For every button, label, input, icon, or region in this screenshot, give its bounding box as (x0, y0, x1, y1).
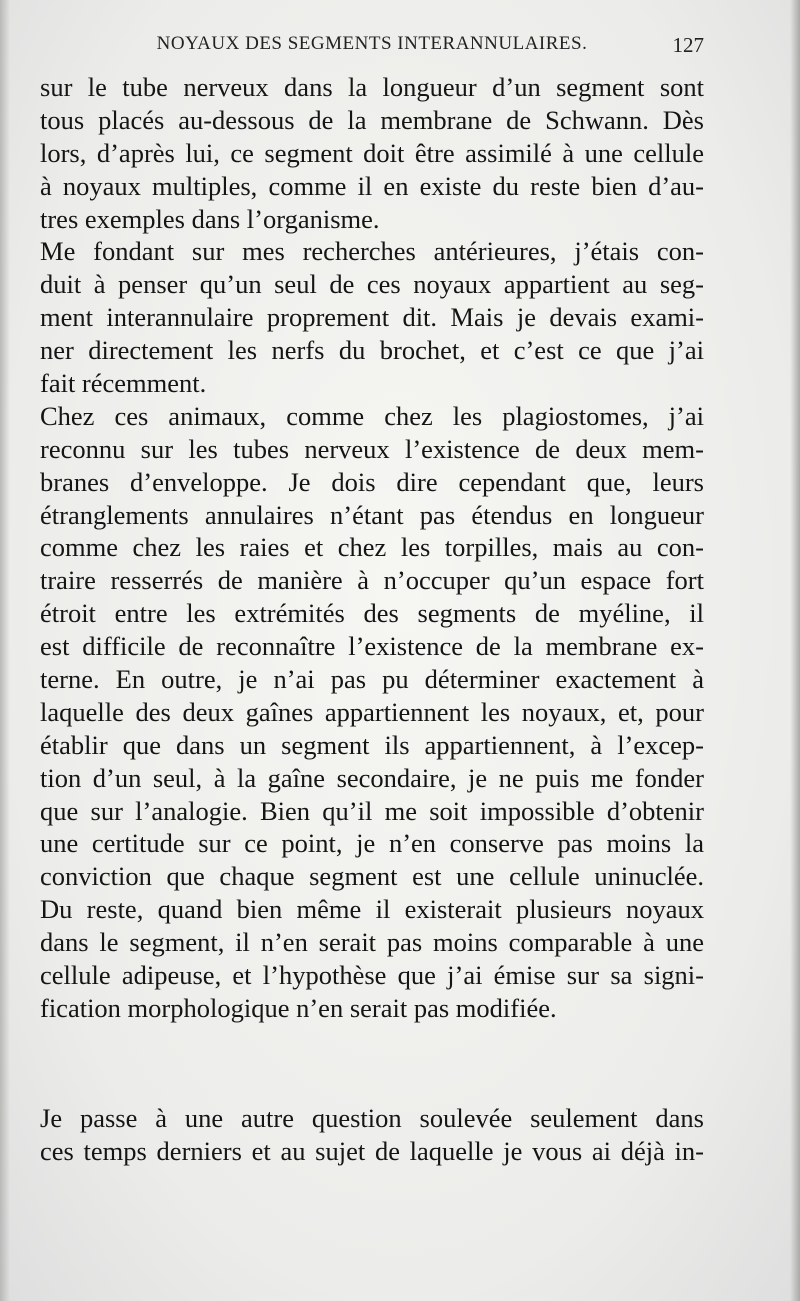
text-line: tres exemples dans l’organisme. (40, 203, 380, 234)
text-line: tion d’un seul, à la gaîne secondaire, je ne puis me fonder (40, 762, 704, 793)
text-line: étroit entre les extrémités des segments de myéline, il (40, 598, 704, 629)
text-line: est difficile de reconnaître l’existence de la membrane ex- (40, 631, 704, 662)
page-left-edge-shadow (0, 0, 10, 1301)
paragraph (40, 71, 704, 235)
text-line: Chez ces animaux, comme chez les plagiostomes, j’ai (40, 400, 704, 431)
text-line: une certitude sur ce point, je n’en conserve pas moins la (40, 828, 704, 859)
text-line: à noyaux multiples, comme il en existe du reste bien d’au- (40, 170, 704, 201)
text-line: reconnu sur les tubes nerveux l’existence de deux mem- (40, 433, 704, 464)
text-line: fication morphologique n’en serait pas modifiée. (40, 992, 557, 1023)
text-line: tous placés au-dessous de la membrane de Schwann. Dès (40, 104, 704, 135)
running-head: NOYAUX DES SEGMENTS INTERANNULAIRES. (156, 33, 588, 54)
text-line: fait récemment. (40, 368, 207, 399)
text-line: dans le segment, il n’en serait pas moins comparable à une (40, 927, 704, 958)
body-text (40, 71, 704, 1168)
text-line: lors, d’après lui, ce segment doit être assimilé à une cellule (40, 137, 704, 168)
text-line: Du reste, quand bien même il existerait plusieurs noyaux (40, 894, 704, 925)
text-line: ment interannulaire proprement dit. Mais je devais exami- (40, 302, 704, 333)
text-line: cellule adipeuse, et l’hypothèse que j’ai émise sur sa signi- (40, 960, 704, 991)
text-line: traire resserrés de manière à n’occuper qu’un espace fort (40, 565, 704, 596)
text-line: que sur l’analogie. Bien qu’il me soit impossible d’obtenir (40, 795, 704, 826)
page-header (40, 33, 704, 61)
paragraph (40, 1102, 704, 1168)
text-line: étranglements annulaires n’étant pas étendus en longueur (40, 499, 704, 530)
text-line: ces temps derniers et au sujet de laquelle je vous ai déjà in- (40, 1135, 704, 1166)
text-line: terne. En outre, je n’ai pas pu déterminer exactement à (40, 664, 704, 695)
text-line: branes d’enveloppe. Je dois dire cependant que, leurs (40, 466, 704, 497)
text-line: ner directement les nerfs du brochet, et c’est ce que j’ai (40, 335, 704, 366)
text-line: sur le tube nerveux dans la longueur d’un segment sont (40, 72, 704, 102)
page-right-edge-shadow (790, 0, 800, 1301)
text-line: laquelle des deux gaînes appartiennent les noyaux, et, pour (40, 696, 704, 727)
text-line: Je passe à une autre question soulevée seulement dans (40, 1102, 704, 1133)
text-line: comme chez les raies et chez les torpilles, mais au con- (40, 532, 704, 563)
page-number: 127 (672, 33, 704, 57)
paragraph (40, 235, 704, 399)
paragraph (40, 400, 704, 1025)
text-line: établir que dans un segment ils appartiennent, à l’excep- (40, 729, 704, 760)
text-line: conviction que chaque segment est une cellule uninuclée. (40, 861, 704, 892)
section-gap (40, 1025, 704, 1102)
text-line: Me fondant sur mes recherches antérieures, j’étais con- (40, 236, 704, 267)
text-line: duit à penser qu’un seul de ces noyaux appartient au seg- (40, 269, 704, 300)
